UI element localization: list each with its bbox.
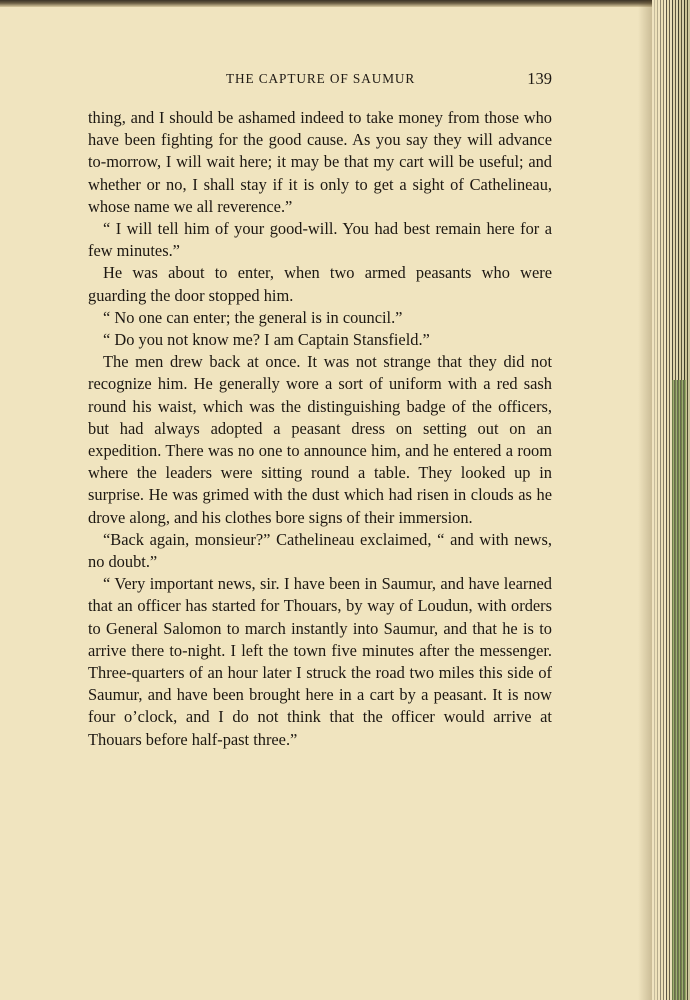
paragraph-8: “ Very important news, sir. I have been in Saumur, and have learned that an officer has started for Thouars, by way of Loudun, with orders to General Salomon to march instantly into Saumur, and that he is to arrive there to-night. I left the town five minutes after the messenger. Three-quarters of an hour later I struck the road two miles this side of Saumur, and have been brought here in a cart by a peasant. It is now four o’clock, and I do not think that the officer would arrive at Thouars before half-past three.” — [88, 574, 552, 749]
body-text — [88, 107, 552, 751]
page-number: 139 — [527, 69, 552, 88]
page-header — [88, 69, 552, 91]
page-curve-shadow — [638, 0, 652, 1000]
paragraph-1: thing, and I should be ashamed indeed to take money from those who have been fighting for the good cause. As you say they will advance to-morrow, I will wait here; it may be that my cart will be useful; and whether or no, I shall stay if it is only to get a sight of Cathelineau, whose name we all reverence.” — [88, 108, 552, 216]
paragraph-7: “Back again, monsieur?” Cathelineau exclaimed, “ and with news, no doubt.” — [88, 529, 552, 572]
page-fore-edge — [652, 0, 690, 1000]
paragraph-5: “ Do you not know me? I am Captain Stansfield.” — [103, 330, 430, 350]
paragraph-2: “ I will tell him of your good-will. You had best remain here for a few minutes.” — [88, 219, 552, 261]
paragraph-6: The men drew back at once. It was not strange that they did not recognize him. He generally wore a sort of uniform with a red sash round his waist, which was the distinguishing badge of the officers, but had always adopted a peasant dress on setting out on an expedition. There was no one to announce him, and he entered a room where the leaders were sitting round a table. They looked up in surprise. He was grimed with the dust which had risen in clouds as he drove along, and his clothes bore signs of their immersion. — [88, 352, 552, 527]
top-binding-shadow — [0, 0, 690, 7]
paragraph-3: He was about to enter, when two armed peasants who were guarding the door stopped him. — [88, 263, 552, 305]
paragraph-4: “ No one can enter; the general is in council.” — [103, 307, 403, 327]
running-head: THE CAPTURE OF SAUMUR — [226, 71, 416, 86]
